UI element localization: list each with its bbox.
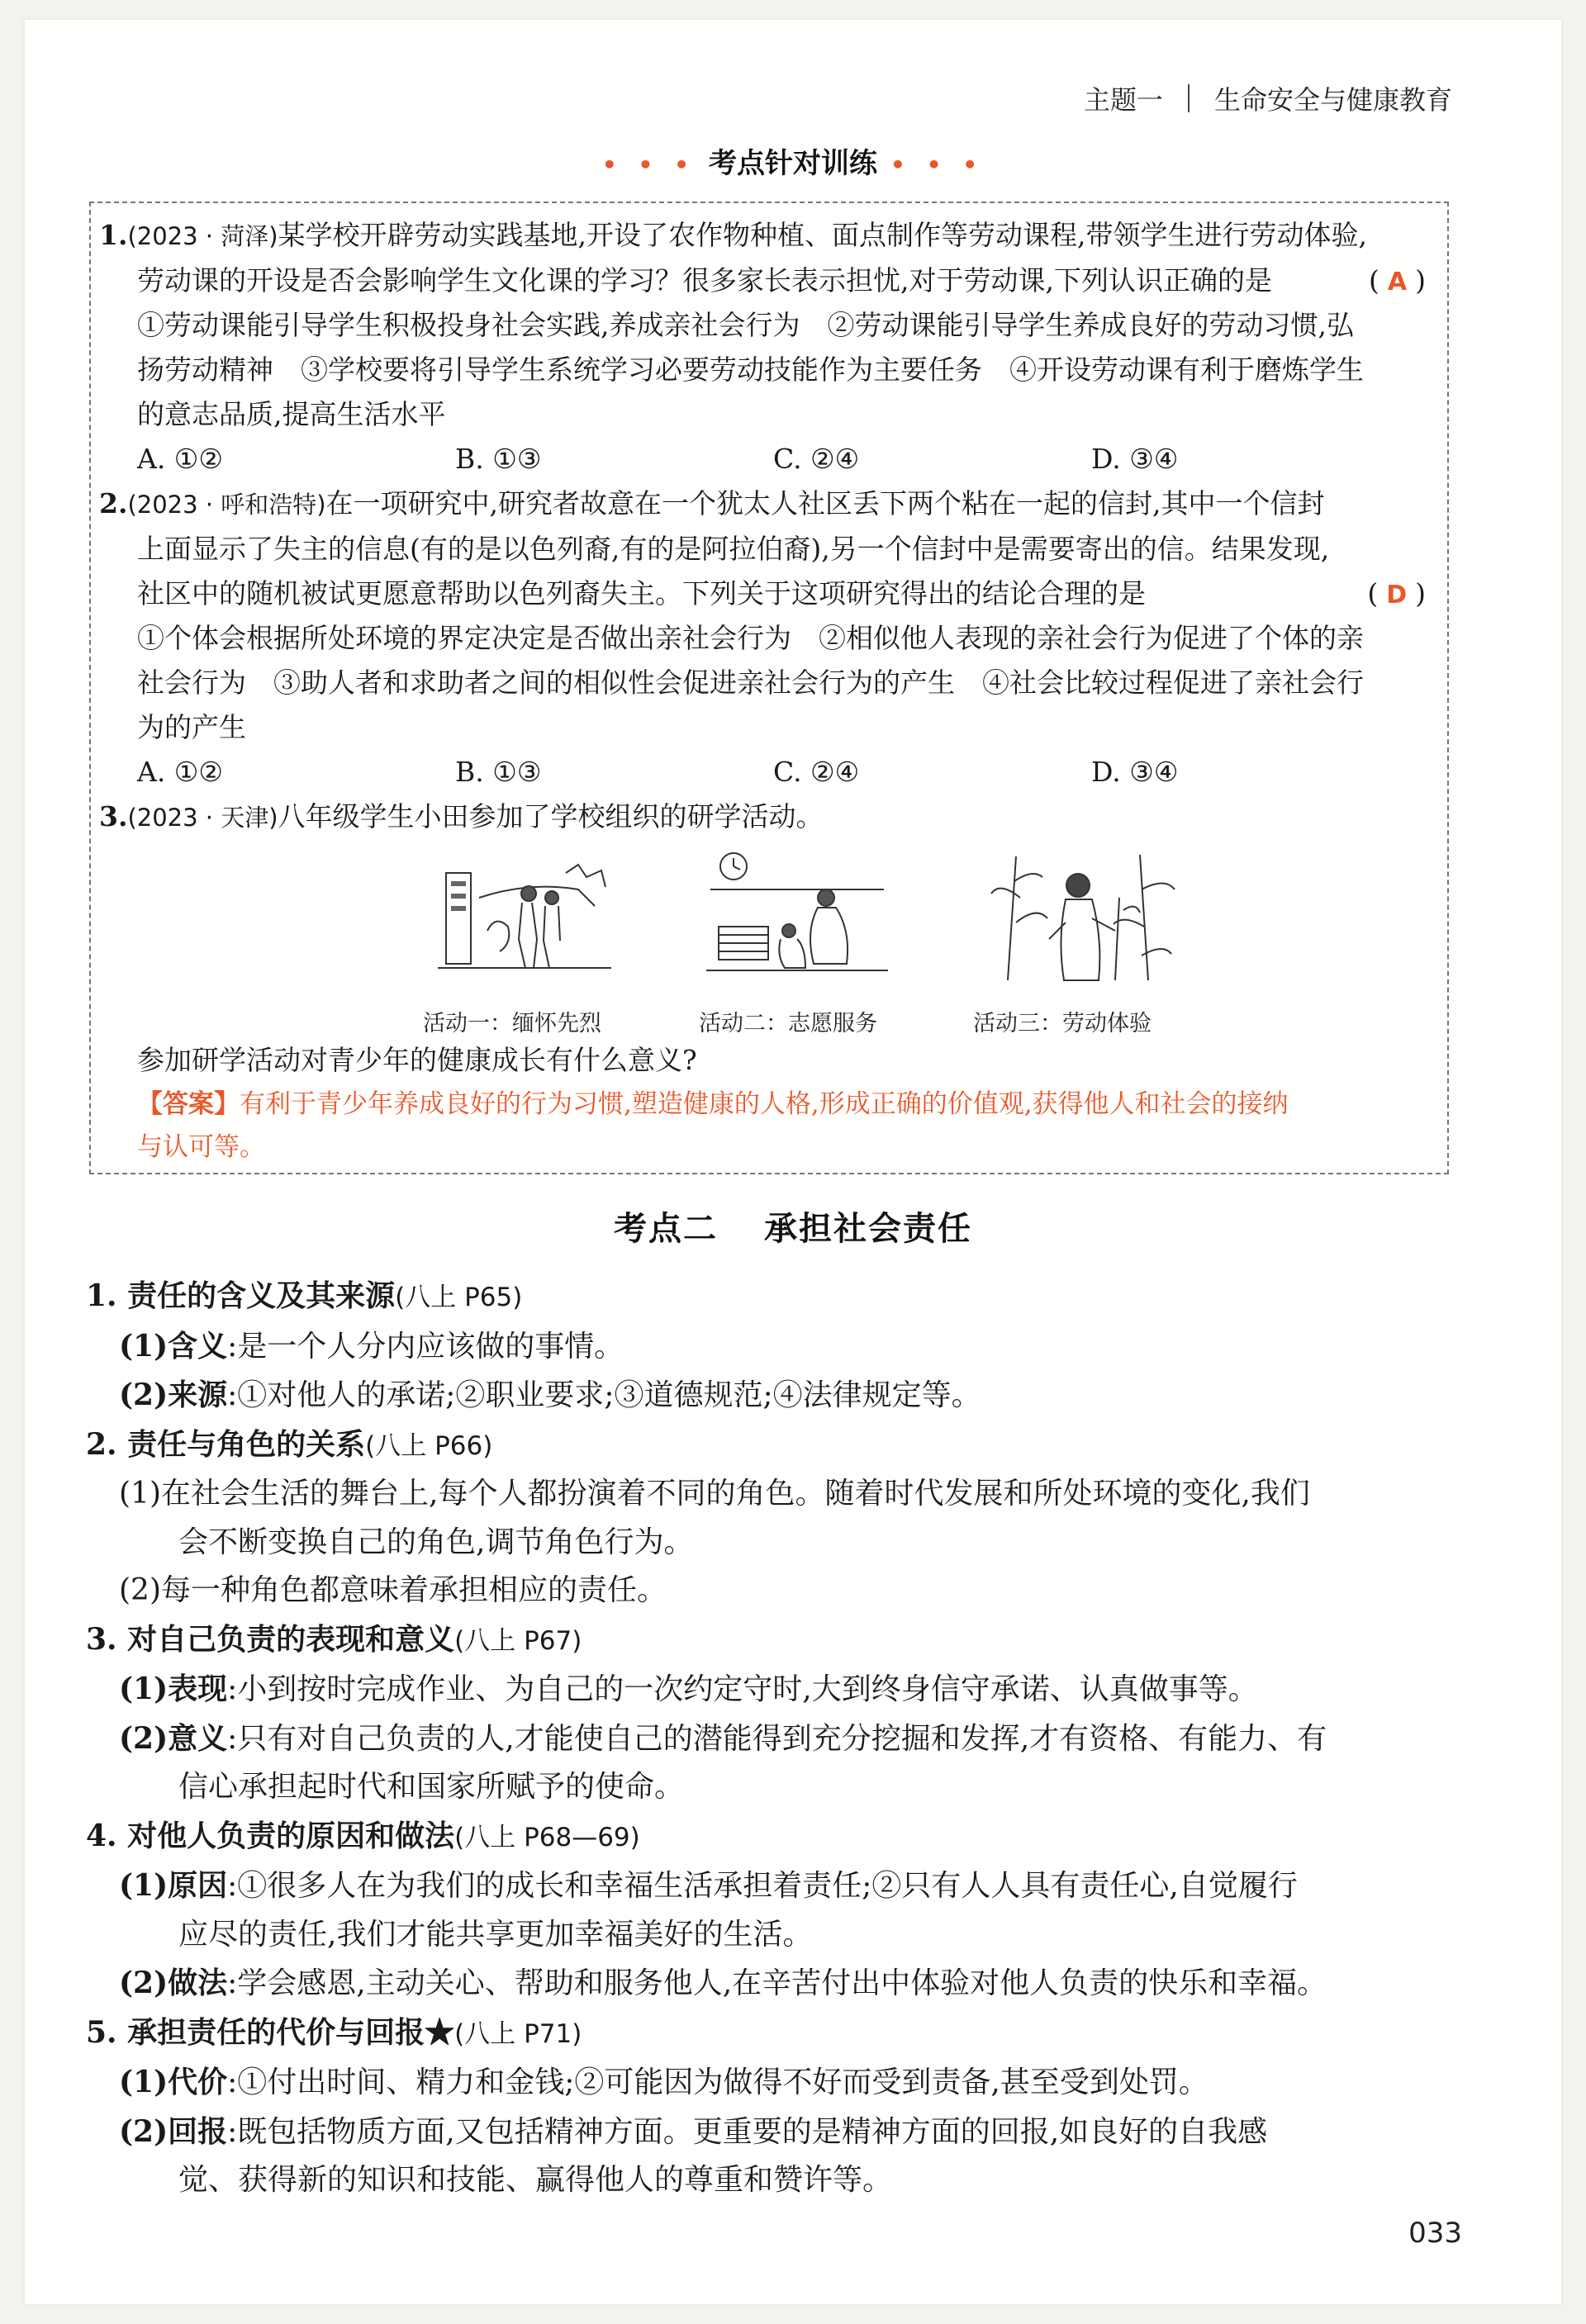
q1-options-line2: 扬劳动精神 ③学校要将引导学生系统学习必要劳动技能作为主要任务 ④开设劳动课有利于磨炼学生 xyxy=(137,353,1364,386)
q2-options-line2: 社会行为 ③助人者和求助者之间的相似性会促进亲社会行为的产生 ④社会比较过程促进了亲社会行 xyxy=(137,666,1364,699)
q1-stem-cont: 劳动课的开设是否会影响学生文化课的学习？很多家长表示担忧,对于劳动课,下列认识正确的是 xyxy=(137,264,1272,296)
point-2-ref: (八上 P66) xyxy=(365,1430,493,1461)
header-divider xyxy=(1188,84,1190,112)
section-title xyxy=(0,1202,1586,1250)
activity-illustrations xyxy=(99,840,1434,1038)
section-tag xyxy=(0,140,1586,181)
dots-left: • • • xyxy=(601,151,696,178)
q2-stem-cont2: 社区中的随机被试更愿意帮助以色列裔失主。下列关于这项研究得出的结论合理的是 xyxy=(137,577,1146,609)
question-2 xyxy=(99,481,1434,750)
key-points xyxy=(86,1272,1474,2205)
q1-options-line3: 的意志品质,提高生活水平 xyxy=(137,398,446,430)
q3-answer-text: 有利于青少年养成良好的行为习惯,塑造健康的人格,形成正确的价值观,获得他人和社会的接纳 xyxy=(240,1089,1289,1119)
question-1 xyxy=(99,213,1434,437)
activity-1-image xyxy=(430,848,620,989)
q2-stem: 在一项研究中,研究者故意在一个犹太人社区丢下两个粘在一起的信封,其中一个信封 xyxy=(325,487,1325,519)
q1-answer: A xyxy=(1387,268,1408,296)
q2-answer-bracket: ( D ) xyxy=(1367,577,1426,609)
q2-source: (2023 · 呼和浩特) xyxy=(127,491,326,519)
q1-number: 1. xyxy=(99,219,128,251)
exercise-box xyxy=(89,202,1449,1174)
header-title: 生命安全与健康教育 xyxy=(1213,84,1452,116)
point-2-sub-2: (2)每一种角色都意味着承担相应的责任。 xyxy=(119,1573,667,1607)
point-1-ref: (八上 P65) xyxy=(395,1283,523,1312)
point-5-heading: 5. 承担责任的代价与回报★(八上 P71) xyxy=(86,2014,582,2050)
point-4-ref: (八上 P68—69) xyxy=(454,1822,640,1852)
point-2-sub-1: (1)在社会生活的舞台上,每个人都扮演着不同的角色。随着时代发展和所处环境的变化,我们 xyxy=(119,1477,1310,1511)
point-4-sub-2: (2)做法:学会感恩,主动关心、帮助和服务他人,在辛苦付出中体验对他人负责的快乐和幸福。 xyxy=(119,1966,1327,2000)
q1-choice-d: D. ③④ xyxy=(1091,443,1179,475)
q1-choice-b: B. ①③ xyxy=(455,443,542,475)
point-1-sub-2: (2)来源:①对他人的承诺;②职业要求;③道德规范;④法律规定等。 xyxy=(119,1378,981,1412)
point-5-ref: (八上 P71) xyxy=(454,2018,582,2049)
point-1-sub-1: (1)含义:是一个人分内应该做的事情。 xyxy=(119,1328,624,1364)
point-4-sub-1-cont: 应尽的责任,我们才能共享更加幸福美好的生活。 xyxy=(178,1917,813,1952)
dots-right: • • • xyxy=(890,151,985,178)
q2-choices xyxy=(99,750,1434,794)
activity-1-caption: 活动一：缅怀先烈 xyxy=(423,1011,601,1036)
question-3 xyxy=(99,794,1434,840)
q2-choice-b: B. ①③ xyxy=(455,756,542,788)
point-5-sub-1: (1)代价:①付出时间、精力和金钱;②可能因为做得不好而受到责备,甚至受到处罚。 xyxy=(119,2065,1208,2099)
header-theme: 主题一 xyxy=(1083,84,1163,116)
q3-number: 3. xyxy=(99,800,128,832)
q2-stem-cont: 上面显示了失主的信息(有的是以色列裔,有的是阿拉伯裔),另一个信封中是需要寄出的信。结果发现, xyxy=(137,533,1330,565)
q1-stem: 某学校开辟劳动实践基地,开设了农作物种植、面点制作等劳动课程,带领学生进行劳动体验, xyxy=(278,219,1368,251)
q3-prompt: 参加研学活动对青少年的健康成长有什么意义? xyxy=(137,1044,697,1076)
activity-2-caption: 活动二：志愿服务 xyxy=(699,1011,877,1036)
q2-choice-c: C. ②④ xyxy=(773,756,860,788)
q1-answer-bracket: ( A ) xyxy=(1369,264,1426,296)
q1-options-line1: ①劳动课能引导学生积极投身社会实践,养成亲社会行为 ②劳动课能引导学生养成良好的劳动习惯,弘 xyxy=(137,309,1354,341)
q3-stem: 八年级学生小田参加了学校组织的研学活动。 xyxy=(278,800,824,832)
point-4-sub-1: (1)原因:①很多人在为我们的成长和幸福生活承担着责任;②只有人人具有责任心,自觉履行 xyxy=(119,1868,1298,1903)
q1-choice-a: A. ①② xyxy=(137,443,223,475)
point-5-sub-2-cont: 觉、获得新的知识和技能、赢得他人的尊重和赞许等。 xyxy=(178,2163,893,2197)
activity-2-image xyxy=(702,848,900,989)
point-3-heading: 3. 对自己负责的表现和意义(八上 P67) xyxy=(86,1621,582,1657)
q2-number: 2. xyxy=(99,487,128,519)
q2-choice-a: A. ①② xyxy=(137,756,223,788)
q1-choices xyxy=(99,437,1434,481)
point-5-sub-2: (2)回报:既包括物质方面,又包括精神方面。更重要的是精神方面的回报,如良好的自我感 xyxy=(119,2113,1268,2149)
q1-choice-c: C. ②④ xyxy=(773,443,860,475)
q2-options-line1: ①个体会根据所处环境的界定决定是否做出亲社会行为 ②相似他人表现的亲社会行为促进了个体的亲 xyxy=(137,622,1364,654)
point-1-heading: 1. 责任的含义及其来源(八上 P65) xyxy=(86,1278,523,1313)
point-3-sub-2-cont: 信心承担起时代和国家所赋予的使命。 xyxy=(178,1770,685,1804)
q2-options-line3: 为的产生 xyxy=(137,711,246,743)
page-header xyxy=(1084,79,1452,117)
point-3-ref: (八上 P67) xyxy=(454,1625,582,1656)
point-4-heading: 4. 对他人负责的原因和做法(八上 P68—69) xyxy=(86,1818,640,1853)
section-title-number: 考点二 xyxy=(614,1210,718,1248)
q2-choice-d: D. ③④ xyxy=(1091,756,1179,788)
point-2-heading: 2. 责任与角色的关系(八上 P66) xyxy=(86,1426,493,1462)
page-number: 033 xyxy=(1408,2217,1462,2250)
activity-3-caption: 活动三：劳动体验 xyxy=(973,1011,1152,1036)
point-3-sub-2: (2)意义:只有对自己负责的人,才能使自己的潜能得到充分挖掘和发挥,才有资格、有能力、有 xyxy=(119,1720,1327,1756)
section-tag-label: 考点针对训练 xyxy=(709,147,877,180)
q1-source: (2023 · 菏泽) xyxy=(127,222,278,250)
q3-answer xyxy=(99,1083,1434,1169)
q3-answer-text-cont: 与认可等。 xyxy=(137,1132,265,1162)
q3-source: (2023 · 天津) xyxy=(127,804,278,832)
section-title-text: 承担社会责任 xyxy=(764,1210,972,1248)
point-2-sub-1-cont: 会不断变换自己的角色,调节角色行为。 xyxy=(178,1525,694,1559)
point-3-sub-1: (1)表现:小到按时完成作业、为自己的一次约定守时,大到终身信守承诺、认真做事等。 xyxy=(119,1672,1258,1706)
q2-answer: D xyxy=(1386,581,1408,609)
q3-answer-label: 【答案】 xyxy=(137,1089,240,1119)
activity-3-image xyxy=(983,848,1181,989)
